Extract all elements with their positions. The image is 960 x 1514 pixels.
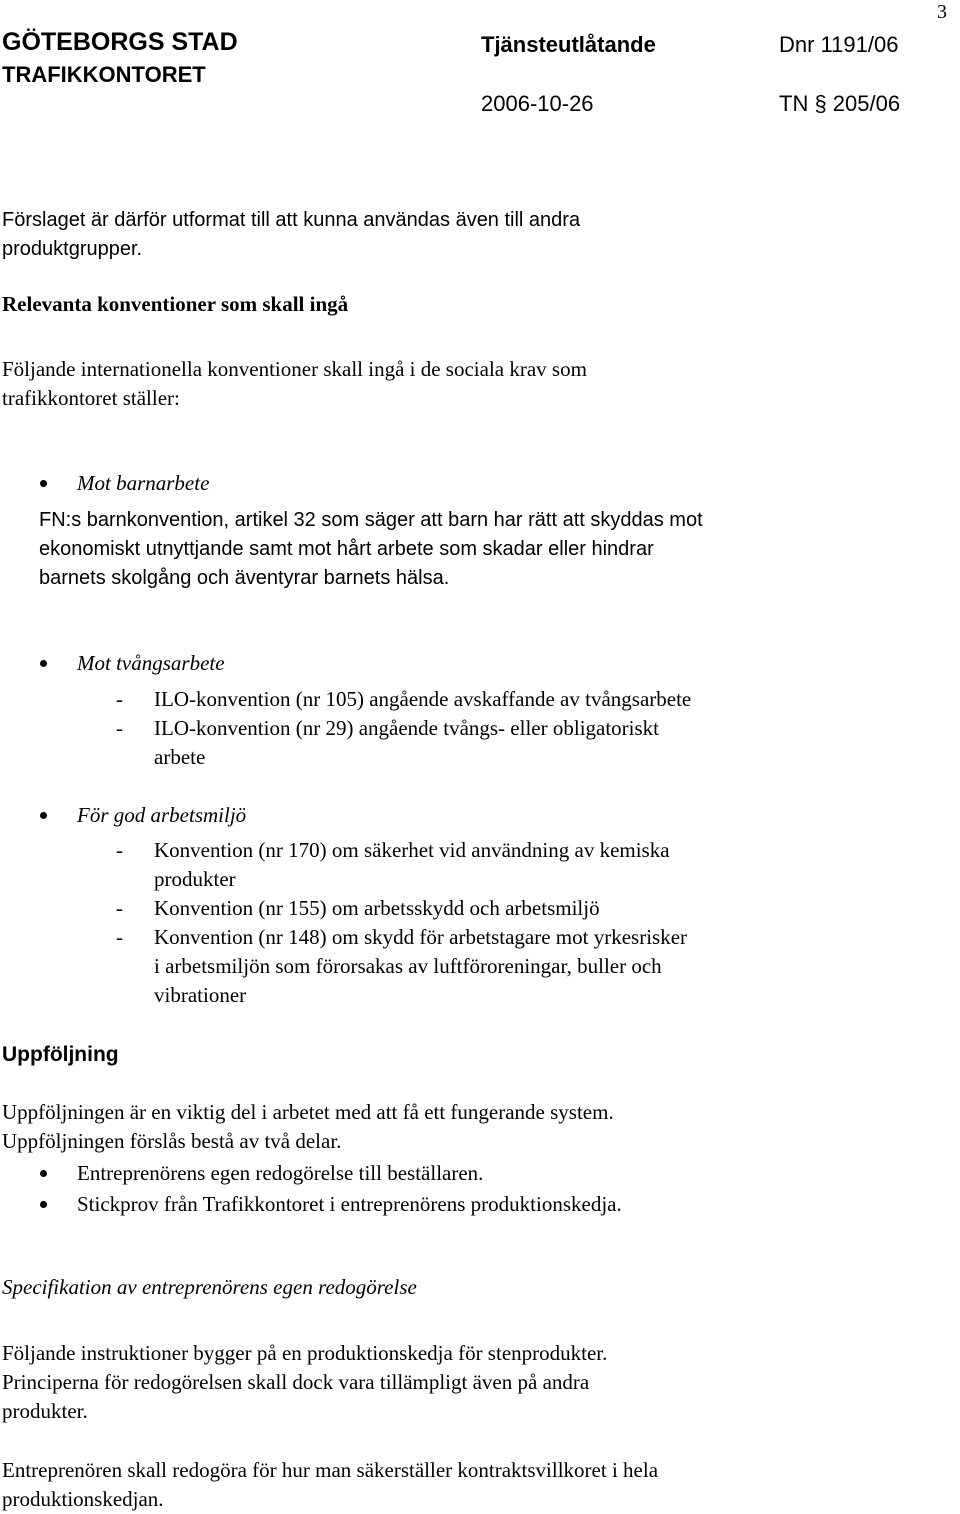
dash-icon: - xyxy=(116,687,123,711)
barnarbete-title: Mot barnarbete xyxy=(77,471,210,495)
dash-icon: - xyxy=(116,896,123,920)
dash-icon: - xyxy=(116,838,123,862)
spec-p2-line-1: Entreprenören skall redogöra för hur man säkerställer kontraktsvillkoret i hela xyxy=(2,1458,659,1482)
uppfoljning-bullet-1: Entreprenörens egen redogörelse till beställaren. xyxy=(77,1161,484,1185)
miljo-sub-3-line-1: Konvention (nr 148) om skydd för arbetstagare mot yrkesrisker xyxy=(154,925,688,949)
arbetsmiljo-title: För god arbetsmiljö xyxy=(77,803,247,827)
spec-p1-line-1: Följande instruktioner bygger på en produktionskedja för stenprodukter. xyxy=(2,1341,608,1365)
bullet-icon xyxy=(40,660,47,667)
section1-para-line-1: Följande internationella konventioner skall ingå i de sociala krav som xyxy=(2,357,587,381)
intro-line-2: produktgrupper. xyxy=(2,238,143,260)
tvang-sub-2-line-2: arbete xyxy=(154,745,206,769)
bullet-icon xyxy=(40,1201,47,1208)
spec-p1-line-2: Principerna för redogörelsen skall dock vara tillämpligt även på andra xyxy=(2,1370,590,1394)
intro-line-1: Förslaget är därför utformat till att kunna användas även till andra xyxy=(2,209,581,231)
bullet-icon xyxy=(40,1170,47,1177)
bullet-icon xyxy=(40,812,47,819)
tvang-sub-1: ILO-konvention (nr 105) angående avskaffande av tvångsarbete xyxy=(154,687,692,711)
spec-p1-line-3: produkter. xyxy=(2,1399,88,1423)
section-heading-konventioner: Relevanta konventioner som skall ingå xyxy=(2,292,349,316)
doc-type: Tjänsteutlåtande xyxy=(481,32,656,57)
uppfoljning-line-1: Uppföljningen är en viktig del i arbetet med att få ett fungerande system. xyxy=(2,1100,614,1124)
barnarbete-line-2: ekonomiskt utnyttjande samt mot hårt arbete som skadar eller hindrar xyxy=(39,538,654,560)
section-heading-specifikation: Specifikation av entreprenörens egen redogörelse xyxy=(2,1275,417,1299)
miljo-sub-1-line-1: Konvention (nr 170) om säkerhet vid användning av kemiska xyxy=(154,838,670,862)
dept-name: TRAFIKKONTORET xyxy=(2,62,206,87)
barnarbete-line-3: barnets skolgång och äventyrar barnets hälsa. xyxy=(39,567,450,589)
uppfoljning-line-2: Uppföljningen förslås bestå av två delar. xyxy=(2,1129,342,1153)
barnarbete-line-1: FN:s barnkonvention, artikel 32 som säger att barn har rätt att skyddas mot xyxy=(39,509,703,531)
uppfoljning-bullet-2: Stickprov från Trafikkontoret i entreprenörens produktionskedja. xyxy=(77,1192,622,1216)
page-number: 3 xyxy=(937,1,947,23)
dnr-number: Dnr 1191/06 xyxy=(779,32,899,57)
section1-para-line-2: trafikkontoret ställer: xyxy=(2,386,180,410)
tvangsarbete-title: Mot tvångsarbete xyxy=(77,651,225,675)
org-name: GÖTEBORGS STAD xyxy=(2,28,238,56)
tvang-sub-2-line-1: ILO-konvention (nr 29) angående tvångs- eller obligatoriskt xyxy=(154,716,660,740)
miljo-sub-3-line-2: i arbetsmiljön som förorsakas av luftföroreningar, buller och xyxy=(154,954,662,978)
tn-number: TN § 205/06 xyxy=(779,91,901,116)
miljo-sub-2: Konvention (nr 155) om arbetsskydd och arbetsmiljö xyxy=(154,896,600,920)
miljo-sub-1-line-2: produkter xyxy=(154,867,236,891)
section-heading-uppfoljning: Uppföljning xyxy=(2,1043,119,1066)
dash-icon: - xyxy=(116,716,123,740)
spec-p2-line-2: produktionskedjan. xyxy=(2,1487,164,1511)
bullet-icon xyxy=(40,480,47,487)
doc-date: 2006-10-26 xyxy=(481,91,594,116)
dash-icon: - xyxy=(116,925,123,949)
miljo-sub-3-line-3: vibrationer xyxy=(154,983,247,1007)
